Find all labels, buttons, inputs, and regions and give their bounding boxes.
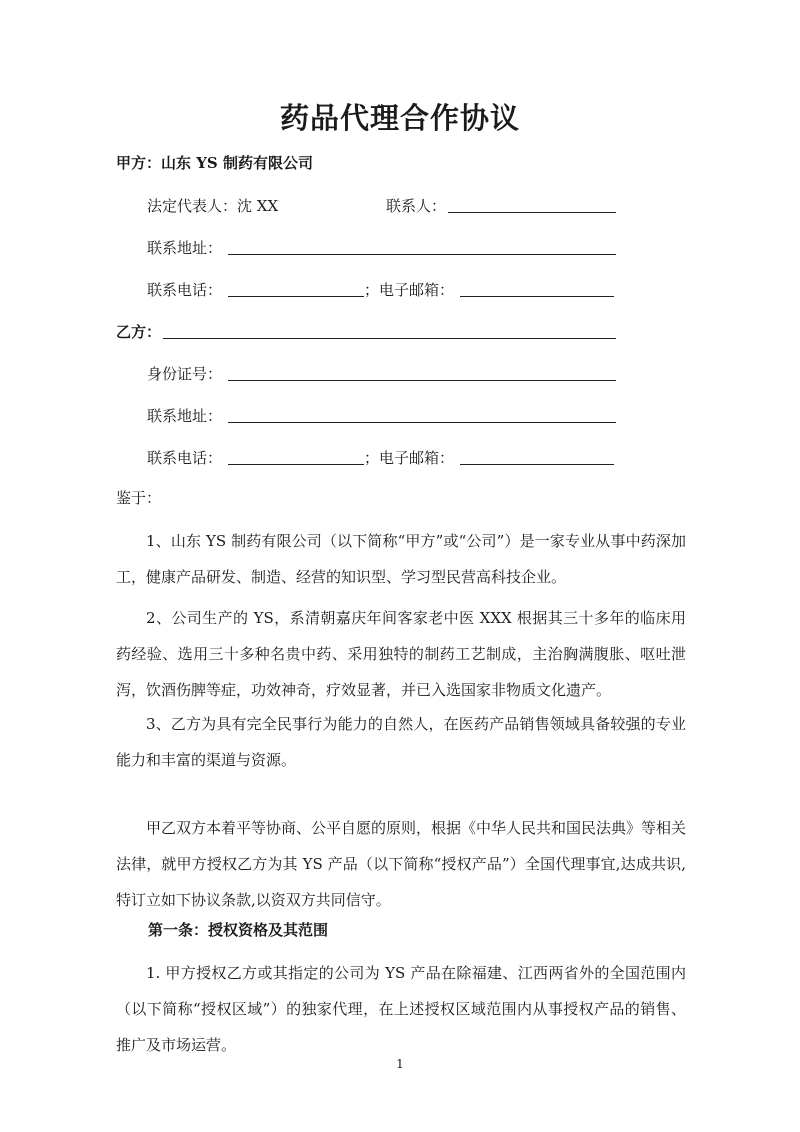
party-a-phone-label: 联系电话： bbox=[147, 281, 223, 299]
party-a-label: 甲方：山东 YS 制药有限公司 bbox=[116, 154, 313, 172]
party-b-id-label: 身份证号： bbox=[147, 365, 223, 383]
party-b-email-label: ；电子邮箱： bbox=[364, 449, 455, 467]
document-title: 药品代理合作协议 bbox=[279, 101, 520, 135]
party-a-legal-rep: 法定代表人：沈 XX bbox=[147, 197, 279, 215]
party-b-phone-blank bbox=[228, 464, 364, 465]
party-b-name-blank bbox=[163, 338, 616, 339]
article-1-heading: 第一条：授权资格及其范围 bbox=[148, 921, 329, 939]
party-a-address-label: 联系地址： bbox=[147, 239, 223, 257]
party-b-id-blank bbox=[228, 380, 616, 381]
party-b-label: 乙方： bbox=[116, 323, 162, 341]
party-a-address-blank bbox=[228, 254, 616, 255]
whereas-item-2: 2、公司生产的 YS，系清朝嘉庆年间客家老中医 XXX 根据其三十多年的临床用药经验、选用三十多种名贵中药、采用独特的制药工艺制成，主治胸满腹胀、呕吐泄泻，饮酒伤脾等症，功效神奇，疗效显著，并已入选国家非物质文化遗产。 bbox=[116, 609, 686, 699]
whereas-item-1: 1、山东 YS 制药有限公司（以下简称“甲方”或“公司”）是一家专业从事中药深加工，健康产品研发、制造、经营的知识型、学习型民营高科技企业。 bbox=[116, 532, 686, 586]
party-a-contact-person-label: 联系人： bbox=[386, 197, 447, 215]
party-a-email-label: ；电子邮箱： bbox=[364, 281, 455, 299]
party-b-email-blank bbox=[460, 464, 614, 465]
party-b-phone-label: 联系电话： bbox=[147, 449, 223, 467]
article-1-clause-1: 1. 甲方授权乙方或其指定的公司为 YS 产品在除福建、江西两省外的全国范围内（以下简称“授权区域”）的独家代理，在上述授权区域范围内从事授权产品的销售、推广及市场运营。 bbox=[116, 964, 686, 1054]
party-b-address-blank bbox=[228, 422, 616, 423]
party-a-contact-person-blank bbox=[448, 212, 616, 213]
party-b-address-label: 联系地址： bbox=[147, 407, 223, 425]
whereas-item-3: 3、乙方为具有完全民事行为能力的自然人，在医药产品销售领域具备较强的专业能力和丰富的渠道与资源。 bbox=[116, 715, 686, 769]
party-a-phone-blank bbox=[228, 296, 364, 297]
agreement-intro: 甲乙双方本着平等协商、公平自愿的原则，根据《中华人民共和国民法典》等相关法律，就甲方授权乙方为其 YS 产品（以下简称“授权产品”）全国代理事宜,达成共识,特订立如下协议条款,以资双方共同信守。 bbox=[116, 819, 687, 909]
whereas-label: 鉴于： bbox=[116, 489, 162, 507]
party-a-email-blank bbox=[460, 296, 614, 297]
page-number: 1 bbox=[396, 1057, 404, 1071]
